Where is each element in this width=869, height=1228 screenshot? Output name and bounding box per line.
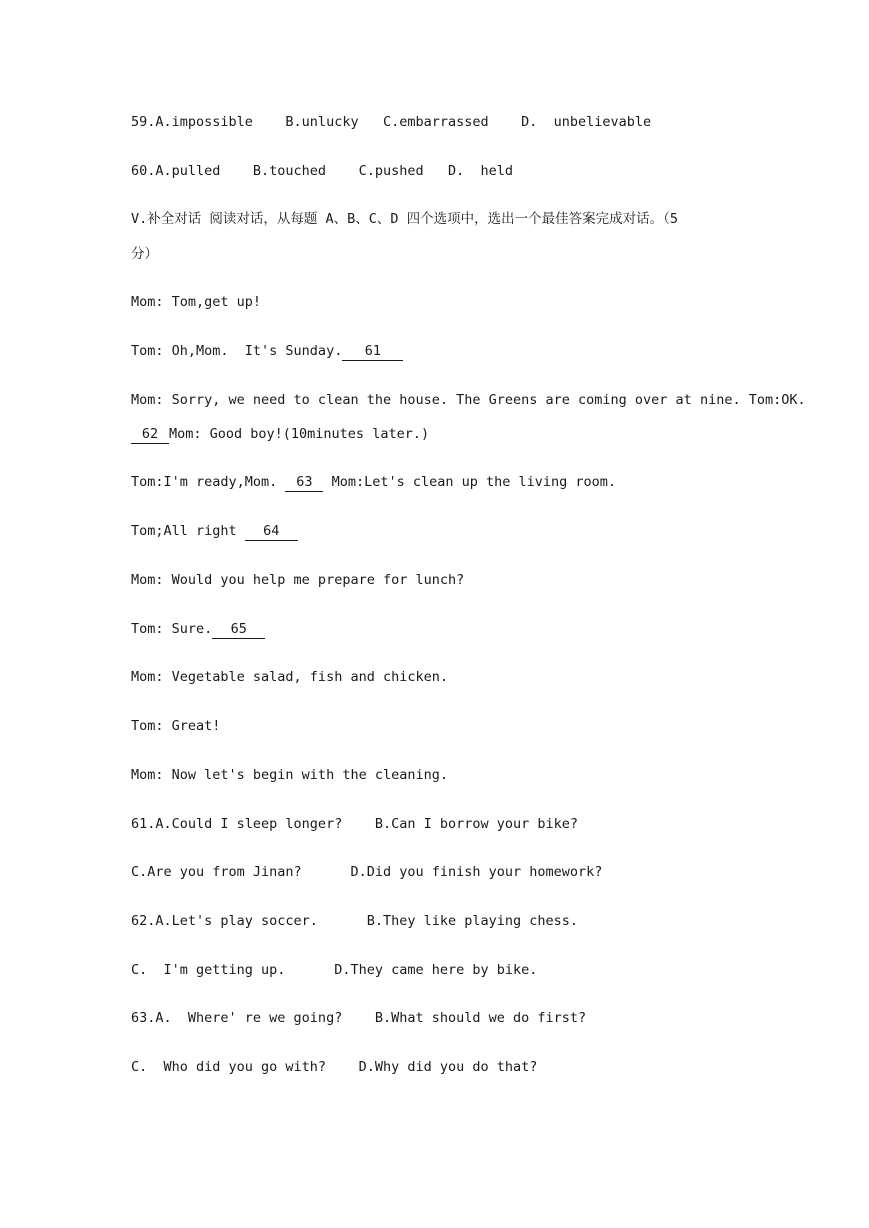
question-59-options: 59.A.impossible B.unlucky C.embarrassed D. unbelievable [131, 114, 652, 130]
section-heading-continued: 分） [131, 246, 158, 262]
answer-blank-64: 64 [245, 523, 298, 541]
question-63-options-cd: C. Who did you go with? D.Why did you do that? [131, 1059, 538, 1075]
dialogue-text: Mom: Good boy!(10minutes later.) [169, 426, 430, 442]
dialogue-text: Tom: Sure. [131, 621, 213, 637]
dialogue-text: Tom: Oh,Mom. It's Sunday. [131, 343, 343, 359]
question-63-options-ab: 63.A. Where' re we going? B.What should we do first? [131, 1010, 587, 1026]
question-60-options: 60.A.pulled B.touched C.pushed D. held [131, 163, 514, 179]
section-heading: V.补全对话 阅读对话，从每题 A、B、C、D 四个选项中，选出一个最佳答案完成对话。（5 [131, 211, 679, 227]
dialogue-line: Tom: Great! [131, 718, 221, 734]
answer-blank-61: 61 [342, 343, 403, 361]
dialogue-line [131, 472, 616, 492]
answer-blank-62: 62 [131, 426, 169, 444]
question-61-options-cd: C.Are you from Jinan? D.Did you finish your homework? [131, 864, 603, 880]
dialogue-line: Mom: Sorry, we need to clean the house. The Greens are coming over at nine. Tom:OK. [131, 392, 806, 408]
dialogue-line [131, 424, 429, 444]
answer-blank-63: 63 [285, 474, 323, 492]
dialogue-line: Mom: Would you help me prepare for lunch? [131, 572, 465, 588]
dialogue-line [131, 341, 403, 361]
question-61-options-ab: 61.A.Could I sleep longer? B.Can I borrow your bike? [131, 816, 579, 832]
dialogue-line [131, 521, 298, 541]
answer-blank-65: 65 [212, 621, 265, 639]
question-62-options-ab: 62.A.Let's play soccer. B.They like playing chess. [131, 913, 579, 929]
dialogue-text: Tom;All right [131, 523, 245, 539]
dialogue-line: Mom: Vegetable salad, fish and chicken. [131, 669, 448, 685]
dialogue-text: Mom:Let's clean up the living room. [323, 474, 617, 490]
question-62-options-cd: C. I'm getting up. D.They came here by bike. [131, 962, 538, 978]
dialogue-line: Mom: Tom,get up! [131, 294, 262, 310]
dialogue-line: Mom: Now let's begin with the cleaning. [131, 767, 448, 783]
dialogue-text: Tom:I'm ready,Mom. [131, 474, 286, 490]
dialogue-line [131, 619, 265, 639]
